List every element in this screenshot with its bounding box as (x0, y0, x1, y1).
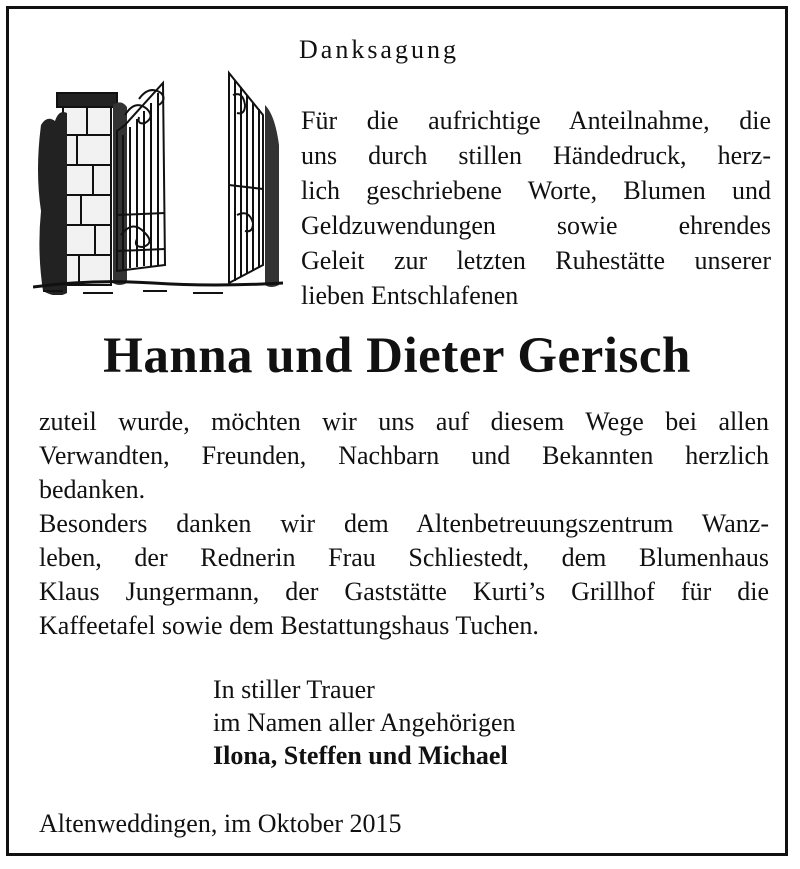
signature-line: In stiller Trauer (213, 675, 375, 704)
open-gate-icon (33, 65, 283, 295)
thanks-paragraph (39, 405, 769, 643)
body-line: Kaffeetafel sowie dem Bestattungshaus Tuchen. (39, 611, 539, 640)
intro-line: uns durch stillen Händedruck, herz- (301, 141, 771, 170)
intro-line: Geleit zur letzten Ruhestätte unserer (301, 246, 771, 275)
mourner-names: Ilona, Steffen und Michael (213, 741, 508, 770)
signature-line: im Namen aller Angehörigen (213, 708, 516, 737)
intro-line: lieben Entschlafenen (301, 281, 519, 310)
intro-line: Für die aufrichtige Anteilnahme, die (301, 106, 771, 135)
intro-line: lich geschriebene Worte, Blumen und (301, 176, 771, 205)
intro-paragraph (301, 103, 771, 313)
body-line: leben, der Rednerin Frau Schliestedt, dem Blumenhaus (39, 543, 769, 572)
obituary-notice (6, 6, 788, 856)
intro-line: Geldzuwendungen sowie ehrendes (301, 211, 771, 240)
body-line: Besonders danken wir dem Altenbetreuungszentrum Wanz- (39, 509, 769, 538)
body-line: zuteil wurde, möchten wir uns auf diesem Wege bei allen (39, 407, 769, 436)
signature-block (213, 673, 516, 772)
body-line: bedanken. (39, 475, 146, 504)
body-line: Klaus Jungermann, der Gaststätte Kurti’s Grillhof für die (39, 577, 769, 606)
place-date: Altenweddingen, im Oktober 2015 (39, 809, 402, 838)
notice-heading: Danksagung (299, 35, 459, 64)
deceased-names: Hanna und Dieter Gerisch (103, 328, 691, 384)
body-line: Verwandten, Freunden, Nachbarn und Bekannten herzlich (39, 441, 769, 470)
